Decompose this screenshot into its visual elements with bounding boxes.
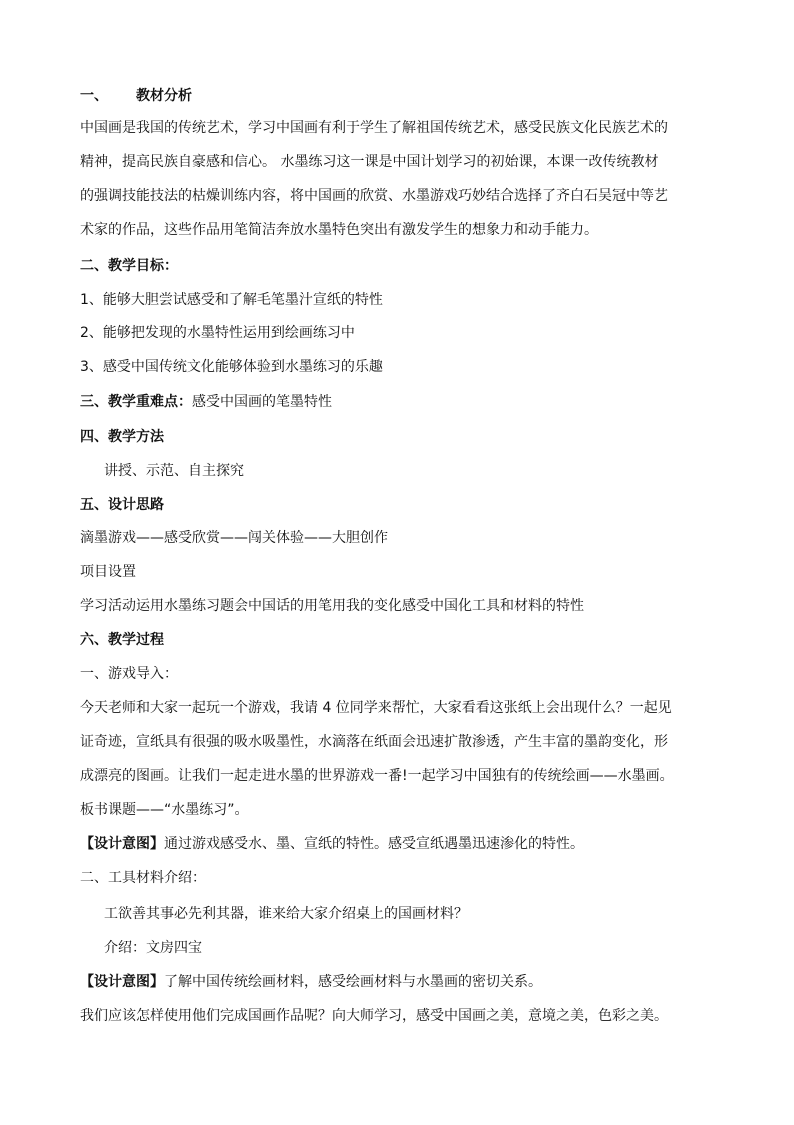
paragraph-2-line-2: 证奇迹，宣纸具有很强的吸水吸墨性，水滴落在纸面会迅速扩散渗透，产生丰富的墨韵变化，形 [80,734,668,750]
paragraph-2-line-4: 板书课题——“水墨练习”。 [80,802,249,818]
closing-line: 我们应该怎样使用他们完成国画作品呢？向大师学习，感受中国画之美，意境之美，色彩之美。 [80,1008,668,1024]
step-2-heading: 二、工具材料介绍： [80,870,206,886]
tools-intro: 介绍：文房四宝 [104,940,202,956]
design-intent-2-label: 【设计意图】 [80,974,164,990]
design-flow: 滴墨游戏——感受欣赏——闯关体验——大胆创作 [80,530,388,546]
paragraph-1-line-3: 的强调技能技法的枯燥训练内容，将中国画的欣赏、水墨游戏巧妙结合选择了齐白石吴冠中等艺 [80,188,668,204]
project-setting: 项目设置 [80,564,136,580]
goal-2: 2、能够把发现的水墨特性运用到绘画练习中 [80,325,355,341]
paragraph-2-line-1: 今天老师和大家一起玩一个游戏，我请 4 位同学来帮忙，大家看看这张纸上会出现什么？一起见 [80,700,672,716]
goal-3: 3、感受中国传统文化能够体验到水墨练习的乐趣 [80,359,383,375]
section-1-title: 教材分析 [136,88,192,104]
goal-1: 1、能够大胆尝试感受和了解毛笔墨汁宣纸的特性 [80,292,383,308]
section-1-number: 一、 [80,88,108,104]
section-3-text: 感受中国画的笔墨特性 [192,394,332,410]
section-2-heading: 二、教学目标： [80,258,178,274]
design-intent-2 [80,972,542,992]
section-6-heading: 六、教学过程 [80,632,164,648]
teaching-methods: 讲授、示范、自主探究 [104,463,244,479]
section-3 [80,392,332,412]
step-1-heading: 一、游戏导入： [80,666,178,682]
section-1-heading [80,86,192,106]
design-intent-1-label: 【设计意图】 [80,836,164,852]
tools-question: 工欲善其事必先利其器，谁来给大家介绍桌上的国画材料？ [104,906,468,922]
design-intent-1 [80,834,584,854]
section-4-heading: 四、教学方法 [80,429,164,445]
paragraph-1-line-2: 精神，提高民族自豪感和信心。 水墨练习这一课是中国计划学习的初始课，本课一改传统教材 [80,154,659,170]
design-intent-2-text: 了解中国传统绘画材料，感受绘画材料与水墨画的密切关系。 [164,974,542,990]
section-5-heading: 五、设计思路 [80,497,164,513]
paragraph-1-line-4: 术家的作品，这些作品用笔简洁奔放水墨特色突出有激发学生的想象力和动手能力。 [80,222,598,238]
paragraph-1-line-1: 中国画是我国的传统艺术，学习中国画有利于学生了解祖国传统艺术，感受民族文化民族艺术的 [80,120,668,136]
paragraph-2-line-3: 成漂亮的图画。让我们一起走进水墨的世界游戏一番!一起学习中国独有的传统绘画——水墨画。 [80,768,674,784]
learning-activity: 学习活动运用水墨练习题会中国话的用笔用我的变化感受中国化工具和材料的特性 [80,598,584,614]
section-3-heading: 三、教学重难点： [80,394,192,410]
design-intent-1-text: 通过游戏感受水、墨、宣纸的特性。感受宣纸遇墨迅速渗化的特性。 [164,836,584,852]
